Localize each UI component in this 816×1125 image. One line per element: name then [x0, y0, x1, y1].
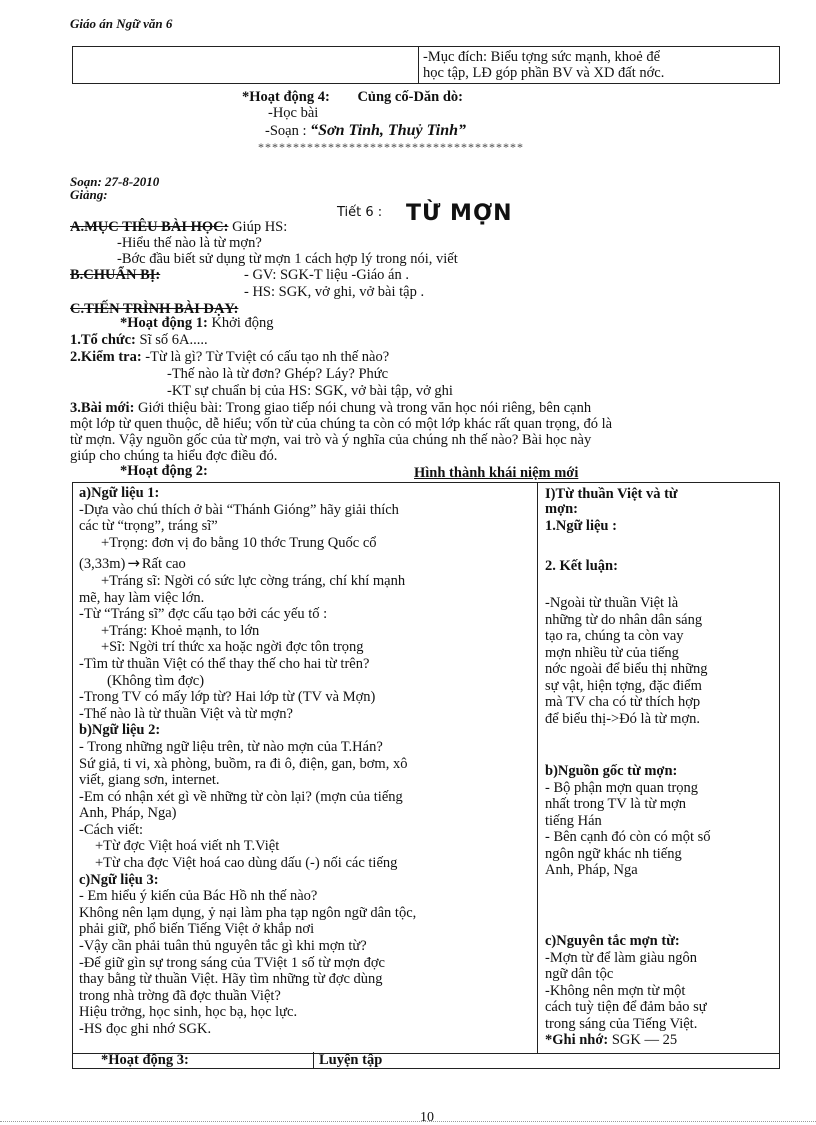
left-line: Sứ giả, ti vi, xà phòng, buồm, ra đi ô, điện, gan, bơm, xô: [79, 755, 408, 772]
activity-4-item-1: -Học bài: [268, 105, 319, 121]
ngu-lieu-heading: 1.Ngữ liệu :: [545, 518, 617, 534]
left-line: thay bằng từ thuần Việt. Hãy tìm những từ đợc dùng: [79, 971, 383, 988]
left-line: -HS đọc ghi nhớ SGK.: [79, 1021, 212, 1037]
right-line: - Bộ phận mợn quan trọng: [545, 779, 699, 796]
right-line: để biểu thị->Đó là từ mợn.: [545, 710, 700, 727]
right-line: mà TV cha có từ thích hợp: [545, 694, 701, 710]
footer-divider: [0, 1121, 816, 1122]
bai-moi: 3.Bài mới: Giới thiệu bài: Trong giao tiếp nói chung và trong văn học nói riêng, bên cạnh: [70, 400, 592, 416]
left-line: - Em hiểu ý kiến của Bác Hồ nh thế nào?: [79, 888, 318, 905]
arrow-right-icon: →: [127, 554, 140, 573]
left-line: -Cách viết:: [79, 821, 144, 838]
nguon-goc-heading: b)Nguồn gốc từ mợn:: [545, 763, 678, 779]
activity-3-label: *Hoạt động 3:: [101, 1052, 189, 1068]
left-line: Hiệu trởng, học sinh, học bạ, học lực.: [79, 1004, 298, 1021]
left-column: [79, 485, 416, 1038]
left-line: phải giữ, phổ biến Tiếng Việt ở khắp nơi: [79, 921, 315, 938]
section-b-label: B.CHUẨN BỊ:: [70, 267, 161, 283]
section-a-line-1: -Hiểu thế nào là từ mợn?: [117, 235, 262, 251]
ngu-lieu-3-label: c)Ngữ liệu 3:: [79, 871, 159, 888]
left-line: -Thế nào là từ thuần Việt và từ mợn?: [79, 705, 293, 722]
right-line: Anh, Pháp, Nga: [545, 862, 638, 878]
right-line: mợn nhiều từ của tiếng: [545, 644, 679, 661]
left-line: -Trong TV có mấy lớp từ? Hai lớp từ (TV và Mợn): [79, 689, 376, 706]
left-line-arrow: (3,33m) → Rất cao: [79, 554, 186, 573]
left-line: +Tráng sĩ: Ngời có sức lực cờng tráng, chí khí mạnh: [101, 572, 406, 589]
ghi-nho: *Ghi nhớ: SGK — 25: [545, 1032, 678, 1048]
giang-date: Giảng:: [70, 187, 108, 202]
ket-luan-heading: 2. Kết luận:: [545, 558, 618, 574]
right-column: [545, 487, 678, 534]
right-line: -Mợn từ để làm giàu ngôn: [545, 949, 698, 966]
right-heading-2: mợn:: [545, 501, 579, 517]
stars-divider: **************************************: [258, 140, 524, 154]
right-line: sự vật, hiện tợng, đặc điểm: [545, 677, 702, 694]
bai-moi-3: từ mợn. Vậy nguồn gốc của từ mợn, vai trò và ý nghĩa của chúng nh thế nào? Bài học này: [70, 432, 592, 448]
left-line: +Từ cha đợc Việt hoá cao dùng dấu (-) nối các tiếng: [95, 855, 398, 872]
kiem-tra: 2.Kiểm tra: -Từ là gì? Từ Tviệt có cấu tạo nh thế nào?: [70, 349, 390, 365]
left-line: -Tìm từ thuần Việt có thể thay thế cho hai từ trên?: [79, 655, 370, 672]
right-line: tiếng Hán: [545, 812, 602, 829]
right-line: trong sáng của Tiếng Việt.: [545, 1015, 698, 1032]
section-a-line-2: -Bớc đầu biết sử dụng từ mợn 1 cách hợp lý trong nói, viết: [117, 251, 458, 267]
lesson-number: Tiết 6 :: [337, 205, 383, 220]
right-line: - Bên cạnh đó còn có một số: [545, 829, 711, 845]
activity-3-title: Luyện tập: [319, 1052, 383, 1068]
left-line: +Từ đợc Việt hoá viết nh T.Việt: [95, 838, 280, 855]
right-heading: I)Từ thuần Việt và từ: [545, 486, 678, 502]
kiem-tra-3: -KT sự chuẩn bị của HS: SGK, vở bài tập, vở ghi: [167, 383, 453, 399]
right-line: -Không nên mợn từ một: [545, 982, 686, 999]
to-chuc: 1.Tổ chức: Sĩ số 6A.....: [70, 332, 208, 348]
left-line: -Em có nhận xét gì về những từ còn lại? (mợn của tiếng: [79, 788, 403, 805]
ngu-lieu-2-label: b)Ngữ liệu 2:: [79, 722, 161, 739]
right-line: nớc ngoài để biểu thị những: [545, 661, 708, 677]
left-line: mẽ, hay làm việc lớn.: [79, 589, 205, 606]
left-line: +Tráng: Khoẻ mạnh, to lớn: [101, 622, 260, 639]
right-line: ngữ dân tộc: [545, 966, 614, 982]
left-line: - Trong những ngữ liệu trên, từ nào mợn của T.Hán?: [79, 738, 383, 755]
bai-moi-4: giúp cho chúng ta hiểu đợc điều đó.: [70, 448, 278, 464]
ngu-lieu-1-label: a)Ngữ liệu 1:: [79, 485, 160, 501]
activity-4-title: *Hoạt động 4: Củng cố-Dăn dò:: [242, 89, 463, 105]
nguyen-tac-section: [545, 933, 707, 1049]
left-line: các từ “trọng”, tráng sĩ”: [79, 518, 218, 535]
page-number: 10: [420, 1110, 434, 1125]
activity-1: *Hoạt động 1: Khởi động: [120, 315, 274, 331]
top-table-line-1: -Mục đích: Biểu tợng sức mạnh, khoẻ để: [423, 49, 661, 65]
main-table: [72, 482, 780, 1054]
kiem-tra-2: -Thế nào là từ đơn? Ghép? Láy? Phức: [167, 366, 389, 382]
left-line: -Từ “Tráng sĩ” đợc cấu tạo bởi các yếu tố :: [79, 606, 328, 623]
nguyen-tac-heading: c)Nguyên tắc mợn từ:: [545, 933, 680, 949]
top-table: [72, 46, 780, 84]
left-line: +Sĩ: Ngời trí thức xa hoặc ngời đợc tôn trọng: [101, 639, 364, 656]
lesson-title: TỪ MỢN: [406, 201, 513, 226]
left-line: Anh, Pháp, Nga): [79, 805, 177, 822]
activity-4-item-2: -Soạn : “Sơn Tinh, Thuỷ Tinh”: [265, 122, 467, 139]
bai-moi-2: một lớp từ quen thuộc, dễ hiểu; vốn từ của chúng ta còn có một lớp khác rất quan trọng, đó là: [70, 416, 613, 432]
left-line: -Vậy cần phải tuân thủ nguyên tắc gì khi mợn từ?: [79, 938, 367, 955]
right-line: tạo ra, chúng ta còn vay: [545, 628, 684, 644]
top-table-line-2: học tập, LĐ góp phần BV và XD đất nớc.: [423, 65, 665, 81]
section-c-label: C.TIẾN TRÌNH BÀI DẠY:: [70, 301, 239, 317]
right-line: -Ngoài từ thuần Việt là: [545, 595, 679, 611]
activity-2-title: Hình thành khái niệm mới: [414, 465, 579, 481]
section-b-gv: - GV: SGK-T liệu -Giáo án .: [244, 267, 409, 283]
left-line: trong nhà trờng đã đợc thuần Việt?: [79, 987, 281, 1004]
left-line: (Không tìm đợc): [107, 672, 205, 689]
activity-3-row: [72, 1052, 780, 1069]
left-line: -Dựa vào chú thích ở bài “Thánh Gióng” hãy giải thích: [79, 501, 399, 518]
left-line: viết, giang sơn, internet.: [79, 772, 220, 789]
right-line: nhất trong TV là từ mợn: [545, 796, 687, 812]
section-b-hs: - HS: SGK, vở ghi, vở bài tập .: [244, 284, 425, 300]
page-header: Giáo án Ngữ văn 6: [70, 16, 173, 31]
ket-luan-body: [545, 595, 708, 727]
left-line: -Để giữ gìn sự trong sáng của TViệt 1 số từ mợn đợc: [79, 954, 385, 971]
right-line: cách tuỳ tiện để đảm bảo sự: [545, 999, 707, 1015]
soan-date: Soạn: 27-8-2010: [70, 174, 160, 189]
section-a: A.MỤC TIÊU BÀI HỌC: Giúp HS:: [70, 219, 288, 235]
right-line: những từ do nhân dân sáng: [545, 611, 703, 628]
left-line: Không nên lạm dụng, ỷ nại làm pha tạp ngôn ngữ dân tộc,: [79, 904, 417, 921]
activity-2-label: *Hoạt động 2:: [120, 463, 208, 479]
right-line: ngôn ngữ khác nh tiếng: [545, 845, 682, 862]
nguon-goc-section: [545, 763, 711, 879]
left-line: +Trọng: đơn vị đo bằng 10 thớc Trung Quốc cổ: [101, 534, 377, 551]
